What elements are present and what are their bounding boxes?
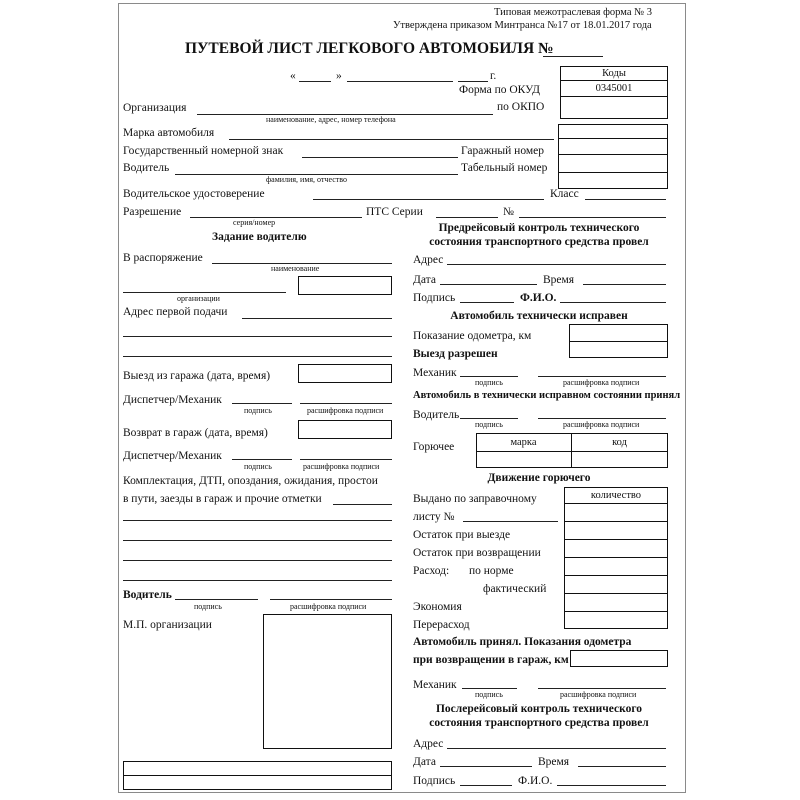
posttrip-control-heading-2: состояния транспортного средства провел <box>429 717 649 729</box>
notes-field[interactable] <box>123 520 392 521</box>
posttrip-time-field[interactable] <box>578 766 666 767</box>
pts-number-field[interactable] <box>519 217 666 218</box>
mechanic-signature-field[interactable] <box>460 376 518 377</box>
remaining-exit-label: Остаток при выезде <box>413 529 511 541</box>
issued-label-2: листу № <box>413 511 455 523</box>
driver-signature-field[interactable] <box>175 599 258 600</box>
quantity-row-divider <box>564 575 668 576</box>
vehicle-ok-heading: Автомобиль технически исправен <box>450 310 628 322</box>
organization-label: Организация <box>123 102 187 114</box>
pts-series-label: ПТС Серии <box>366 206 423 218</box>
codes-divider <box>560 96 668 97</box>
garage-box-divider <box>558 172 668 173</box>
license-field[interactable] <box>313 199 544 200</box>
notes-field[interactable] <box>123 560 392 561</box>
dispatcher-return-decoding-field[interactable] <box>300 459 392 460</box>
okud-label: Форма по ОКУД <box>459 84 540 96</box>
actual-label: фактический <box>483 583 547 595</box>
first-address-field[interactable] <box>123 356 392 357</box>
posttrip-fio-label: Ф.И.О. <box>518 775 553 787</box>
overuse-label: Перерасход <box>413 619 470 631</box>
vehicle-accepted-odometer-2: при возвращении в гараж, км <box>413 654 569 666</box>
driver-label: Водитель <box>123 162 170 174</box>
personnel-number-label: Табельный номер <box>461 162 548 174</box>
quantity-row-divider <box>564 593 668 594</box>
posttrip-control-heading: Послерейсовый контроль технического <box>435 703 643 715</box>
signature-hint: подпись <box>475 378 503 387</box>
pretrip-date-field[interactable] <box>440 284 537 285</box>
quantity-row-divider <box>564 521 668 522</box>
fuel-label: Горючее <box>413 441 455 453</box>
car-brand-label: Марка автомобиля <box>123 127 215 139</box>
garage-box-divider <box>558 154 668 155</box>
class-label: Класс <box>550 188 579 200</box>
pretrip-fio-field[interactable] <box>560 302 666 303</box>
date-day-field[interactable] <box>299 81 331 82</box>
completeness-label-2: в пути, заезды в гараж и прочие отметки <box>123 493 322 505</box>
quantity-header: количество <box>590 490 642 501</box>
pretrip-control-heading-2: состояния транспортного средства провел <box>429 236 649 248</box>
garage-return-box[interactable] <box>298 420 392 439</box>
signature-hint: подпись <box>244 462 272 471</box>
stamp-label: М.П. организации <box>123 619 212 631</box>
fuel-quantity-table <box>564 487 668 629</box>
form-title: ПУТЕВОЙ ЛИСТ ЛЕГКОВОГО АВТОМОБИЛЯ № <box>185 40 554 57</box>
signature-hint: подпись <box>475 420 503 429</box>
dispatcher-signature-field[interactable] <box>232 403 292 404</box>
first-address-field[interactable] <box>123 336 392 337</box>
decoding-hint: расшифровка подписи <box>307 406 384 415</box>
fuel-code-header: код <box>612 437 627 448</box>
fuel-table-divider <box>476 451 668 452</box>
quantity-row-divider <box>564 611 668 612</box>
norm-label: по норме <box>469 565 514 577</box>
car-brand-field[interactable] <box>229 139 554 140</box>
odometer-box-divider <box>569 341 668 342</box>
garage-exit-label: Выезд из гаража (дата, время) <box>123 370 271 382</box>
fuel-movement-heading: Движение горючего <box>487 472 591 484</box>
garage-number-label: Гаражный номер <box>461 145 544 157</box>
consumption-label: Расход: <box>413 565 450 577</box>
odometer-label: Показание одометра, км <box>413 330 532 342</box>
return-mechanic-decoding-field[interactable] <box>538 688 666 689</box>
pretrip-address-label: Адрес <box>413 254 444 266</box>
posttrip-time-label: Время <box>538 756 570 768</box>
notes-field[interactable] <box>123 540 392 541</box>
first-address-label: Адрес первой подачи <box>123 306 228 318</box>
posttrip-address-field[interactable] <box>447 748 666 749</box>
dispatcher-decoding-field[interactable] <box>300 403 392 404</box>
exit-allowed-label: Выезд разрешен <box>413 348 498 360</box>
license-label: Водительское удостоверение <box>123 188 265 200</box>
signature-hint: подпись <box>244 406 272 415</box>
garage-exit-box[interactable] <box>298 364 392 383</box>
dispatcher-mechanic-label: Диспетчер/Механик <box>123 394 222 406</box>
mechanic-label: Механик <box>413 367 457 379</box>
disposal-code-box[interactable] <box>298 276 392 295</box>
driver-sign-label: Водитель <box>123 589 172 601</box>
completeness-label-1: Комплектация, ДТП, опоздания, ожидания, простои <box>123 475 378 487</box>
disposal-org-field[interactable] <box>123 292 286 293</box>
bottom-note-divider <box>123 775 392 776</box>
disposal-label: В распоряжение <box>123 252 203 264</box>
pretrip-signature-field[interactable] <box>460 302 514 303</box>
driver-accept-decoding-field[interactable] <box>538 418 666 419</box>
vehicle-accepted-odometer-1: Автомобиль принял. Показания одометра <box>413 636 632 648</box>
date-open-quote: « <box>290 70 296 82</box>
pretrip-time-label: Время <box>543 274 575 286</box>
form-type-note: Типовая межотраслевая форма № 3 <box>494 7 653 18</box>
return-odometer-box[interactable] <box>570 650 668 667</box>
posttrip-signature-field[interactable] <box>460 785 512 786</box>
garage-number-box <box>558 124 668 189</box>
mechanic-decoding-field[interactable] <box>538 376 666 377</box>
posttrip-address-label: Адрес <box>413 738 444 750</box>
disposal-hint: наименование <box>271 264 320 273</box>
pretrip-address-field[interactable] <box>447 264 666 265</box>
pts-number-label: № <box>503 206 514 218</box>
pretrip-control-heading: Предрейсовый контроль технического <box>438 222 640 234</box>
permit-hint: серия/номер <box>233 218 276 227</box>
permit-field[interactable] <box>190 217 362 218</box>
decoding-hint: расшифровка подписи <box>303 462 380 471</box>
codes-divider <box>560 80 668 81</box>
remaining-return-label: Остаток при возвращении <box>413 547 541 559</box>
decoding-hint: расшифровка подписи <box>290 602 367 611</box>
form-number-field[interactable] <box>543 56 603 57</box>
class-field[interactable] <box>585 199 666 200</box>
pretrip-date-label: Дата <box>413 274 436 286</box>
posttrip-fio-field[interactable] <box>557 785 666 786</box>
decoding-hint: расшифровка подписи <box>563 420 640 429</box>
pretrip-fio-label: Ф.И.О. <box>520 292 557 304</box>
pts-series-field[interactable] <box>436 217 498 218</box>
fuel-brand-header: марка <box>510 437 537 448</box>
driver-decoding-field[interactable] <box>270 599 392 600</box>
driver-accept-signature-field[interactable] <box>460 418 518 419</box>
okud-code-value: 0345001 <box>595 83 633 94</box>
plate-number-label: Государственный номерной знак <box>123 145 284 157</box>
plate-number-field[interactable] <box>302 157 458 158</box>
garage-box-divider <box>558 138 668 139</box>
approval-note: Утверждена приказом Минтранса №17 от 18.01.2017 года <box>393 20 652 31</box>
garage-return-label: Возврат в гараж (дата, время) <box>123 427 268 439</box>
posttrip-date-label: Дата <box>413 756 436 768</box>
notes-field[interactable] <box>333 504 392 505</box>
pretrip-signature-label: Подпись <box>413 292 456 304</box>
fuel-sheet-number-field[interactable] <box>463 521 558 522</box>
disposal-org-hint: организации <box>177 294 220 303</box>
return-mechanic-signature-field[interactable] <box>462 688 517 689</box>
driver-hint: фамилия, имя, отчество <box>266 175 347 184</box>
quantity-row-divider <box>564 503 668 504</box>
posttrip-signature-label: Подпись <box>413 775 456 787</box>
quantity-row-divider <box>564 539 668 540</box>
decoding-hint: расшифровка подписи <box>563 378 640 387</box>
stamp-box <box>263 614 392 749</box>
permit-label: Разрешение <box>123 206 182 218</box>
driver-task-heading: Задание водителю <box>212 231 307 243</box>
issued-label: Выдано по заправочному <box>413 493 537 505</box>
savings-label: Экономия <box>413 601 462 613</box>
date-close-quote: » <box>336 70 342 82</box>
quantity-row-divider <box>564 557 668 558</box>
year-suffix: г. <box>490 70 497 82</box>
dispatcher-return-signature-field[interactable] <box>232 459 292 460</box>
return-mechanic-label: Механик <box>413 679 457 691</box>
pretrip-time-field[interactable] <box>583 284 666 285</box>
codes-header: Коды <box>602 68 626 79</box>
signature-hint: подпись <box>475 690 503 699</box>
decoding-hint: расшифровка подписи <box>560 690 637 699</box>
first-address-field[interactable] <box>242 318 392 319</box>
organization-hint: наименование, адрес, номер телефона <box>266 115 396 124</box>
okpo-label: по ОКПО <box>497 101 545 113</box>
driver-accept-label: Водитель <box>413 409 460 421</box>
notes-field[interactable] <box>123 580 392 581</box>
vehicle-accepted-heading: Автомобиль в технически исправном состоянии принял <box>413 390 681 401</box>
date-year-field[interactable] <box>458 81 488 82</box>
posttrip-date-field[interactable] <box>440 766 532 767</box>
signature-hint: подпись <box>194 602 222 611</box>
date-month-field[interactable] <box>347 81 453 82</box>
dispatcher-mechanic-return-label: Диспетчер/Механик <box>123 450 222 462</box>
